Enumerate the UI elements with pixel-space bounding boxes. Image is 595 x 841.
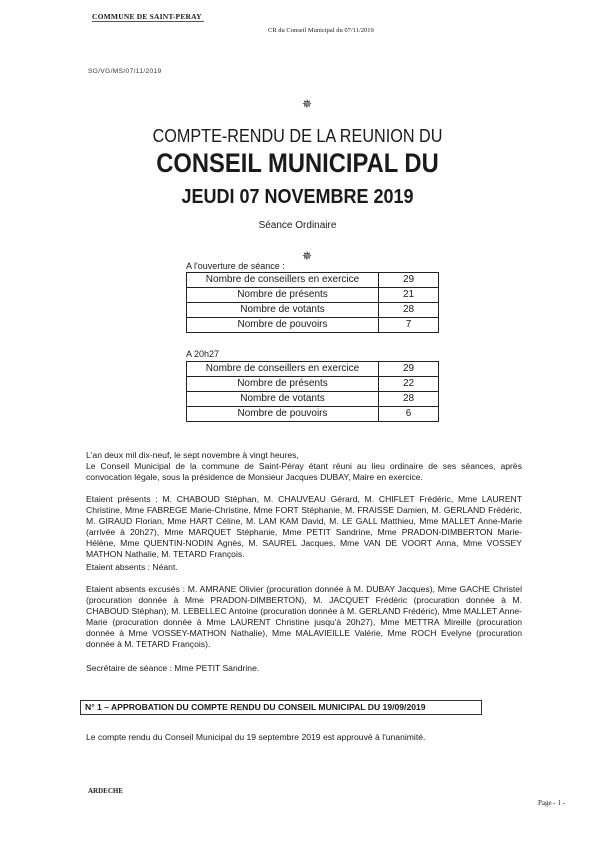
row-label: Nombre de présents bbox=[187, 377, 379, 392]
row-value: 29 bbox=[379, 273, 439, 288]
table-row bbox=[187, 377, 439, 392]
opening-table-label: A l'ouverture de séance : bbox=[186, 261, 285, 271]
footer-department: ARDECHE bbox=[88, 787, 124, 795]
row-value: 7 bbox=[379, 318, 439, 333]
row-label: Nombre de conseillers en exercice bbox=[187, 362, 379, 377]
row-label: Nombre de votants bbox=[187, 303, 379, 318]
section-1-text: Le compte rendu du Conseil Municipal du 19 septembre 2019 est approuvé à l'unanimité. bbox=[86, 732, 426, 742]
table-row bbox=[187, 362, 439, 377]
row-value: 21 bbox=[379, 288, 439, 303]
row-value: 6 bbox=[379, 407, 439, 422]
table-row bbox=[187, 273, 439, 288]
row-label: Nombre de pouvoirs bbox=[187, 407, 379, 422]
present-members-paragraph: Etaient présents : M. CHABOUD Stéphan, M. CHAUVEAU Gérard, M. CHIFLET Frédéric, Mme LAURENT Christine, Mme FABREGE Marie-Christine, Mme FORT Stéphanie, M. FRAISSE Damien, M. GERLAND Frédéric, M. GIRAUD Florian, Mme HART Céline, M. LAM KAM David, M. LE GALL Matthieu, Mme MALLET Anne-Marie (arrivée à 20h27), Mme MARQUET Stéphanie, Mme PETIT Sandrine, Mme PRADON-DIMBERTON Marie-Hélène, Mme QUENTIN-NODIN Agnès, M. SAUREL Jacques, Mme VAN DE VOORT Anna, Mme VOSSEY MATHON Nathalie, M. TETARD François. bbox=[86, 494, 522, 559]
commune-header: COMMUNE DE SAINT-PERAY bbox=[92, 12, 202, 21]
session-type: Séance Ordinaire bbox=[258, 220, 337, 231]
excused-members-paragraph: Etaient absents excusés : M. AMRANE Olivier (procuration donnée à M. DUBAY Jacques), Mme GACHE Christel (procuration donnée à Mme PRADON-DIMBERTON), M. JACQUET Frédéric (procuration donnée à M. CHABOUD Stéphan), M. LEBELLEC Antoine (procuration donnée à M. GERLAND Frédéric), Mme MALLET Anne-Marie (procuration donnée à Mme LAURENT Christine jusqu'à 20h27), Mme METTRA Mireille (procuration donnée à Mme VOSSEY-MATHON Nathalie), Mme MALAVIEILLE Valérie, Mme ROCH Evelyne (procuration donnée à M. TETARD François). bbox=[86, 584, 522, 649]
section-1-heading: N° 1 – APPROBATION DU COMPTE RENDU DU CONSEIL MUNICIPAL DU 19/09/2019 bbox=[80, 700, 482, 715]
title-line-1: COMPTE-RENDU DE LA REUNION DU bbox=[152, 126, 443, 146]
title-line-2: CONSEIL MUNICIPAL DU bbox=[156, 148, 439, 178]
later-table-label: A 20h27 bbox=[186, 349, 220, 359]
header-underline bbox=[92, 21, 204, 22]
page-number: Page - 1 - bbox=[538, 799, 566, 807]
row-value: 28 bbox=[379, 392, 439, 407]
later-attendance-table bbox=[186, 361, 439, 422]
table-row bbox=[187, 288, 439, 303]
document-header-right: CR du Conseil Municipal du 07/11/2019 bbox=[268, 27, 374, 34]
intro-line-1: L'an deux mil dix-neuf, le sept novembre à vingt heures, bbox=[86, 450, 299, 460]
title-line-3: JEUDI 07 NOVEMBRE 2019 bbox=[181, 186, 414, 208]
absent-members-paragraph: Etaient absents : Néant. bbox=[86, 562, 178, 572]
row-value: 28 bbox=[379, 303, 439, 318]
document-reference: SG/VG/MS/07/11/2019 bbox=[88, 68, 162, 75]
row-value: 22 bbox=[379, 377, 439, 392]
star-icon: ✵ bbox=[302, 97, 313, 111]
table-row bbox=[187, 392, 439, 407]
row-label: Nombre de votants bbox=[187, 392, 379, 407]
star-icon: ✵ bbox=[302, 249, 313, 263]
row-label: Nombre de pouvoirs bbox=[187, 318, 379, 333]
opening-attendance-table bbox=[186, 272, 439, 333]
table-row bbox=[187, 318, 439, 333]
secretary-paragraph: Secrétaire de séance : Mme PETIT Sandrine. bbox=[86, 663, 260, 673]
row-label: Nombre de conseillers en exercice bbox=[187, 273, 379, 288]
row-value: 29 bbox=[379, 362, 439, 377]
table-row bbox=[187, 407, 439, 422]
row-label: Nombre de présents bbox=[187, 288, 379, 303]
table-row bbox=[187, 303, 439, 318]
intro-paragraph: Le Conseil Municipal de la commune de Saint-Péray étant réuni au lieu ordinaire de ses séances, après convocation légale, sous la présidence de Monsieur Jacques DUBAY, Maire en exercice. bbox=[86, 461, 522, 482]
